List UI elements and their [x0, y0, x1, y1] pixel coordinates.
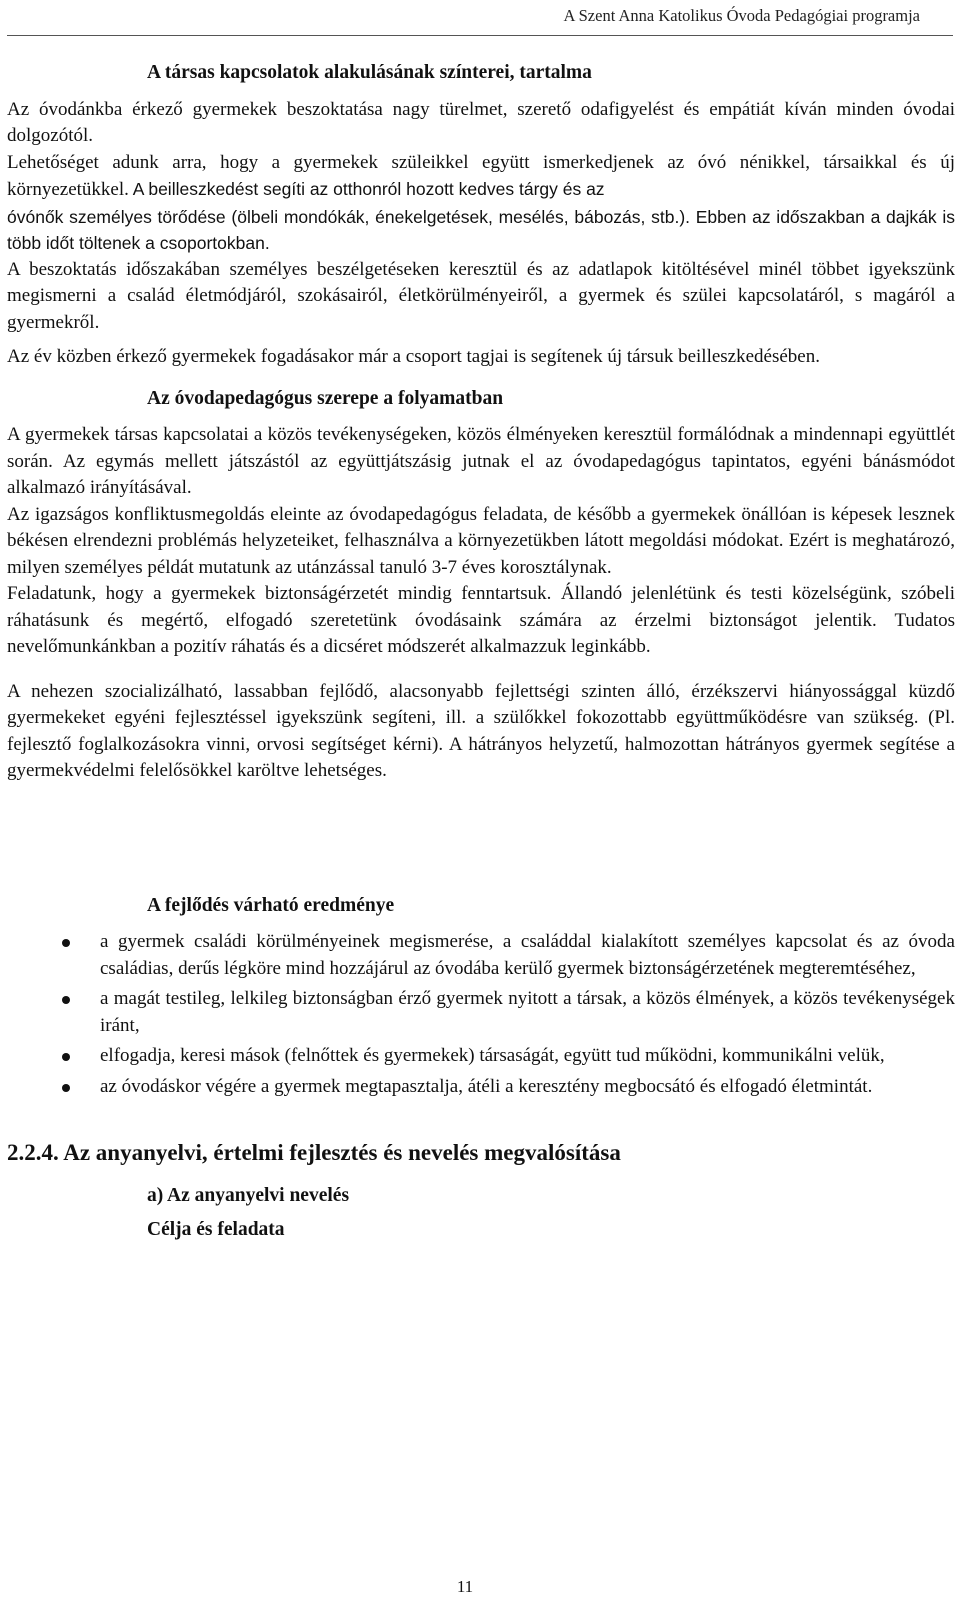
paragraph: Az év közben érkező gyermekek fogadásakor már a csoport tagjai is segítenek új társuk beilleszkedésében.: [7, 346, 820, 367]
header-divider: [7, 35, 953, 36]
section-heading-teacher-role: Az óvodapedagógus szerepe a folyamatban: [147, 387, 504, 409]
results-list: [7, 929, 955, 1100]
paragraph: A beszoktatás időszakában személyes beszélgetéseken keresztül és az adatlapok kitöltésével minél többet igyekszünk megismerni a család életmódjáról, szokásairól, életkörülményeiről, a gyermek és szülei kapcsolatáról, s magáról a gyermekről.: [7, 258, 955, 333]
chapter-heading: 2.2.4. Az anyanyelvi, értelmi fejlesztés és nevelés megvalósítása: [7, 1140, 621, 1165]
paragraph: [7, 150, 955, 204]
section-heading-expected-results: A fejlődés várható eredménye: [147, 894, 395, 916]
subsection-heading: Célja és feladata: [147, 1219, 285, 1240]
paragraph: A gyermekek társas kapcsolatai a közös tevékenységeken, közös élményeken keresztül formálódnak a mindennapi együttlét során. Az egymás mellett játszástól az együttjátszásig jutnak el az óvodapedagógus tapintatos, egyéni bánásmódot alkalmazó irányításával.: [7, 424, 955, 498]
list-item: elfogadja, keresi mások (felnőttek és gyermekek) társaságát, együtt tud működni, kommunikálni velük,: [7, 1043, 955, 1070]
paragraph-text: Lehetőséget adunk arra, hogy a gyermekek szüleikkel együtt ismerkedjenek az óvó nénikkel, társaikkal és új környezetükkel.: [7, 151, 955, 200]
bullet-icon: [62, 939, 70, 947]
page-number: 11: [456, 1577, 474, 1596]
list-item: a magát testileg, lelkileg biztonságban érző gyermek nyitott a társak, a közös élmények, a közös tevékenységek iránt,: [7, 986, 955, 1039]
paragraph-text-sans: A beilleszkedést segíti az otthonról hozott kedves tárgy és az: [128, 179, 605, 199]
paragraph-sans: óvónők személyes törődése (ölbeli mondókák, énekelgetések, mesélés, bábozás, stb.). Ebben az időszakban a dajkák is több időt töltenek a csoportokban.: [7, 206, 955, 253]
page-body: [7, 60, 955, 1244]
section-heading-social: A társas kapcsolatok alakulásának színterei, tartalma: [147, 62, 592, 83]
bullet-icon: [62, 996, 70, 1004]
bullet-icon: [62, 1084, 70, 1092]
page-header: A Szent Anna Katolikus Óvoda Pedagógiai programja: [563, 6, 920, 25]
paragraph: Feladatunk, hogy a gyermekek biztonságérzetét mindig fenntartsuk. Állandó jelenlétünk és testi közelségünk, szóbeli ráhatásunk és megértő, elfogadó szeretetünk óvodásaink számára az érzelmi biztonságot jelentik. Tudatos nevelőmunkánkban a pozitív ráhatás és a dicséret módszerét alkalmazzuk leginkább.: [7, 583, 955, 657]
paragraph: Az igazságos konfliktusmegoldás eleinte az óvodapedagógus feladata, de később a gyermekek önállóan is képesek lesznek békésen elrendezni problémás helyzeteiket, felhasználva a környezetükben látott megoldási módokat. Ezért is meghatározó, milyen személyes példát mutatunk az utánzással tanuló 3-7 éves korosztálynak.: [7, 503, 955, 578]
bullet-icon: [62, 1053, 70, 1061]
list-item: a gyermek családi körülményeinek megismerése, a családdal kialakított személyes kapcsolat és az óvoda családias, derűs légköre mind hozzájárul az óvodába kerülő gyermek biztonságérzetének megteremtéséhez,: [7, 929, 955, 982]
paragraph: Az óvodánkba érkező gyermekek beszoktatása nagy türelmet, szerető odafigyelést és empátiát kíván minden óvodai dolgozótól.: [7, 98, 955, 146]
paragraph: A nehezen szocializálható, lassabban fejlődő, alacsonyabb fejlettségi szinten álló, érzékszervi hiányossággal küzdő gyermekeket egyéni fejlesztéssel igyekszünk segíteni, ill. a szülőkkel fokozottabb együttműködésre van szükség. (Pl. fejlesztő foglalkozásokra vinni, orvosi segítséget kérni). A hátrányos helyzetű, halmozottan hátrányos gyermek segítése a gyermekvédelmi felelősökkel karöltve lehetséges.: [7, 680, 955, 781]
subsection-heading: a) Az anyanyelvi nevelés: [147, 1184, 350, 1206]
list-item: az óvodáskor végére a gyermek megtapasztalja, átéli a keresztény megbocsátó és elfogadó életmintát.: [7, 1074, 955, 1101]
